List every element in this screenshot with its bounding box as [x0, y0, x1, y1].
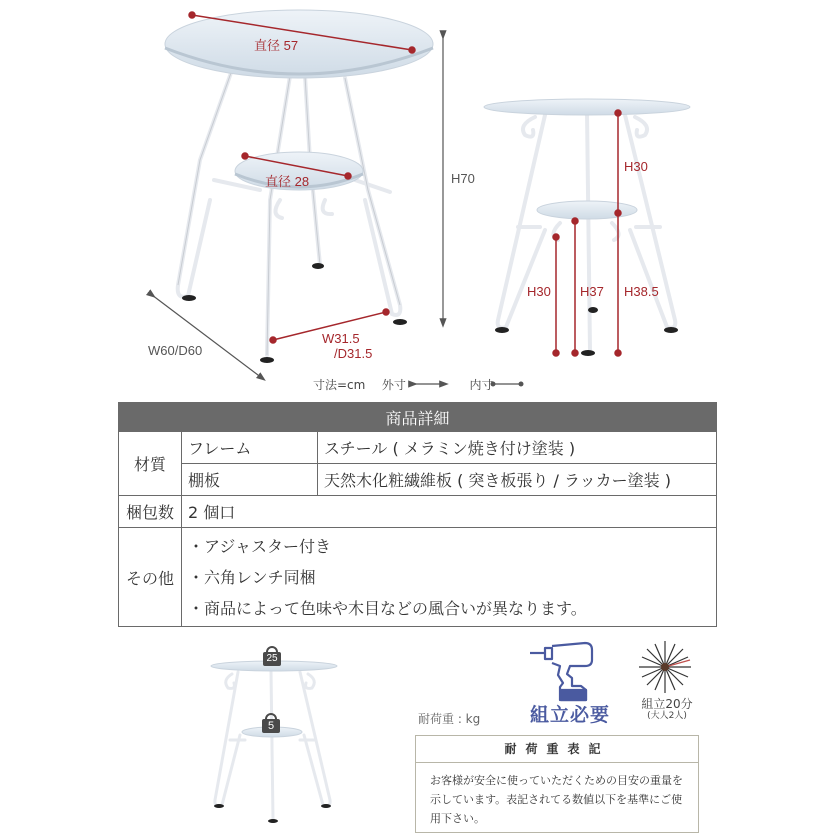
other-value	[182, 528, 717, 627]
assembly-required-label: 組立必要	[530, 704, 611, 726]
main-table-illustration	[178, 70, 401, 355]
list-item: ・商品によって色味や木目などの風合いが異なります。	[188, 598, 587, 618]
shelf-bottom-height-label: H37	[580, 284, 604, 299]
spec-table	[118, 402, 717, 627]
height-label: H70	[451, 171, 475, 186]
top-diameter-label: 直径 57	[254, 38, 299, 53]
shelf-value: 天然木化粧繊維板 ( 突き板張り / ラッカー塗装 )	[318, 464, 717, 496]
assembly-time-icon	[639, 641, 691, 693]
frame-label: フレーム	[182, 432, 318, 464]
shelf-load-value: 5	[267, 720, 275, 732]
load-unit-label: 耐荷重 : kg	[418, 712, 481, 726]
top-to-shelf-label: H30	[624, 159, 648, 174]
assembly-time	[636, 698, 698, 722]
assembly-people-label: (大人2人)	[647, 711, 687, 721]
dimension-legend	[313, 376, 494, 393]
notice-body: お客様が安全に使っていただくための目安の重量を示しています。表記されてる数値以下を基準にご使用下さい。	[430, 774, 683, 825]
list-item: ・六角レンチ同梱	[188, 567, 316, 587]
table-row	[119, 496, 717, 528]
scroll-height-label: H30	[527, 284, 551, 299]
shelf-top-height-label: H38.5	[624, 284, 659, 299]
shelf-label: 棚板	[182, 464, 318, 496]
packages-label: 梱包数	[119, 496, 182, 528]
shelf-diameter-label: 直径 28	[265, 174, 310, 189]
table-row	[119, 432, 717, 464]
load-notice-box	[415, 735, 699, 833]
load-table-illustration	[215, 670, 330, 820]
frame-value: スチール ( メラミン焼き付け塗装 )	[318, 432, 717, 464]
top-load-value: 25	[266, 653, 278, 664]
other-label: その他	[119, 528, 182, 627]
spec-table-title: 商品詳細	[119, 403, 717, 432]
inner-legend-label: 内寸	[469, 378, 494, 392]
table-row	[119, 464, 717, 496]
inner-depth-label: /D31.5	[334, 346, 373, 361]
material-label: 材質	[119, 432, 182, 496]
unit-label: 寸法=cm	[313, 378, 366, 392]
assembly-time-label: 組立20分	[641, 697, 693, 711]
side-table-illustration	[498, 112, 676, 350]
outer-size-label: W60/D60	[148, 343, 203, 358]
packages-value: 2 個口	[182, 496, 717, 528]
list-item: ・アジャスター付き	[188, 536, 332, 556]
inner-width-label: W31.5	[322, 331, 360, 346]
notice-title: 耐荷重表記	[416, 736, 698, 763]
drill-icon	[530, 643, 592, 700]
outer-legend-label: 外寸	[381, 378, 406, 392]
table-row	[119, 528, 717, 627]
